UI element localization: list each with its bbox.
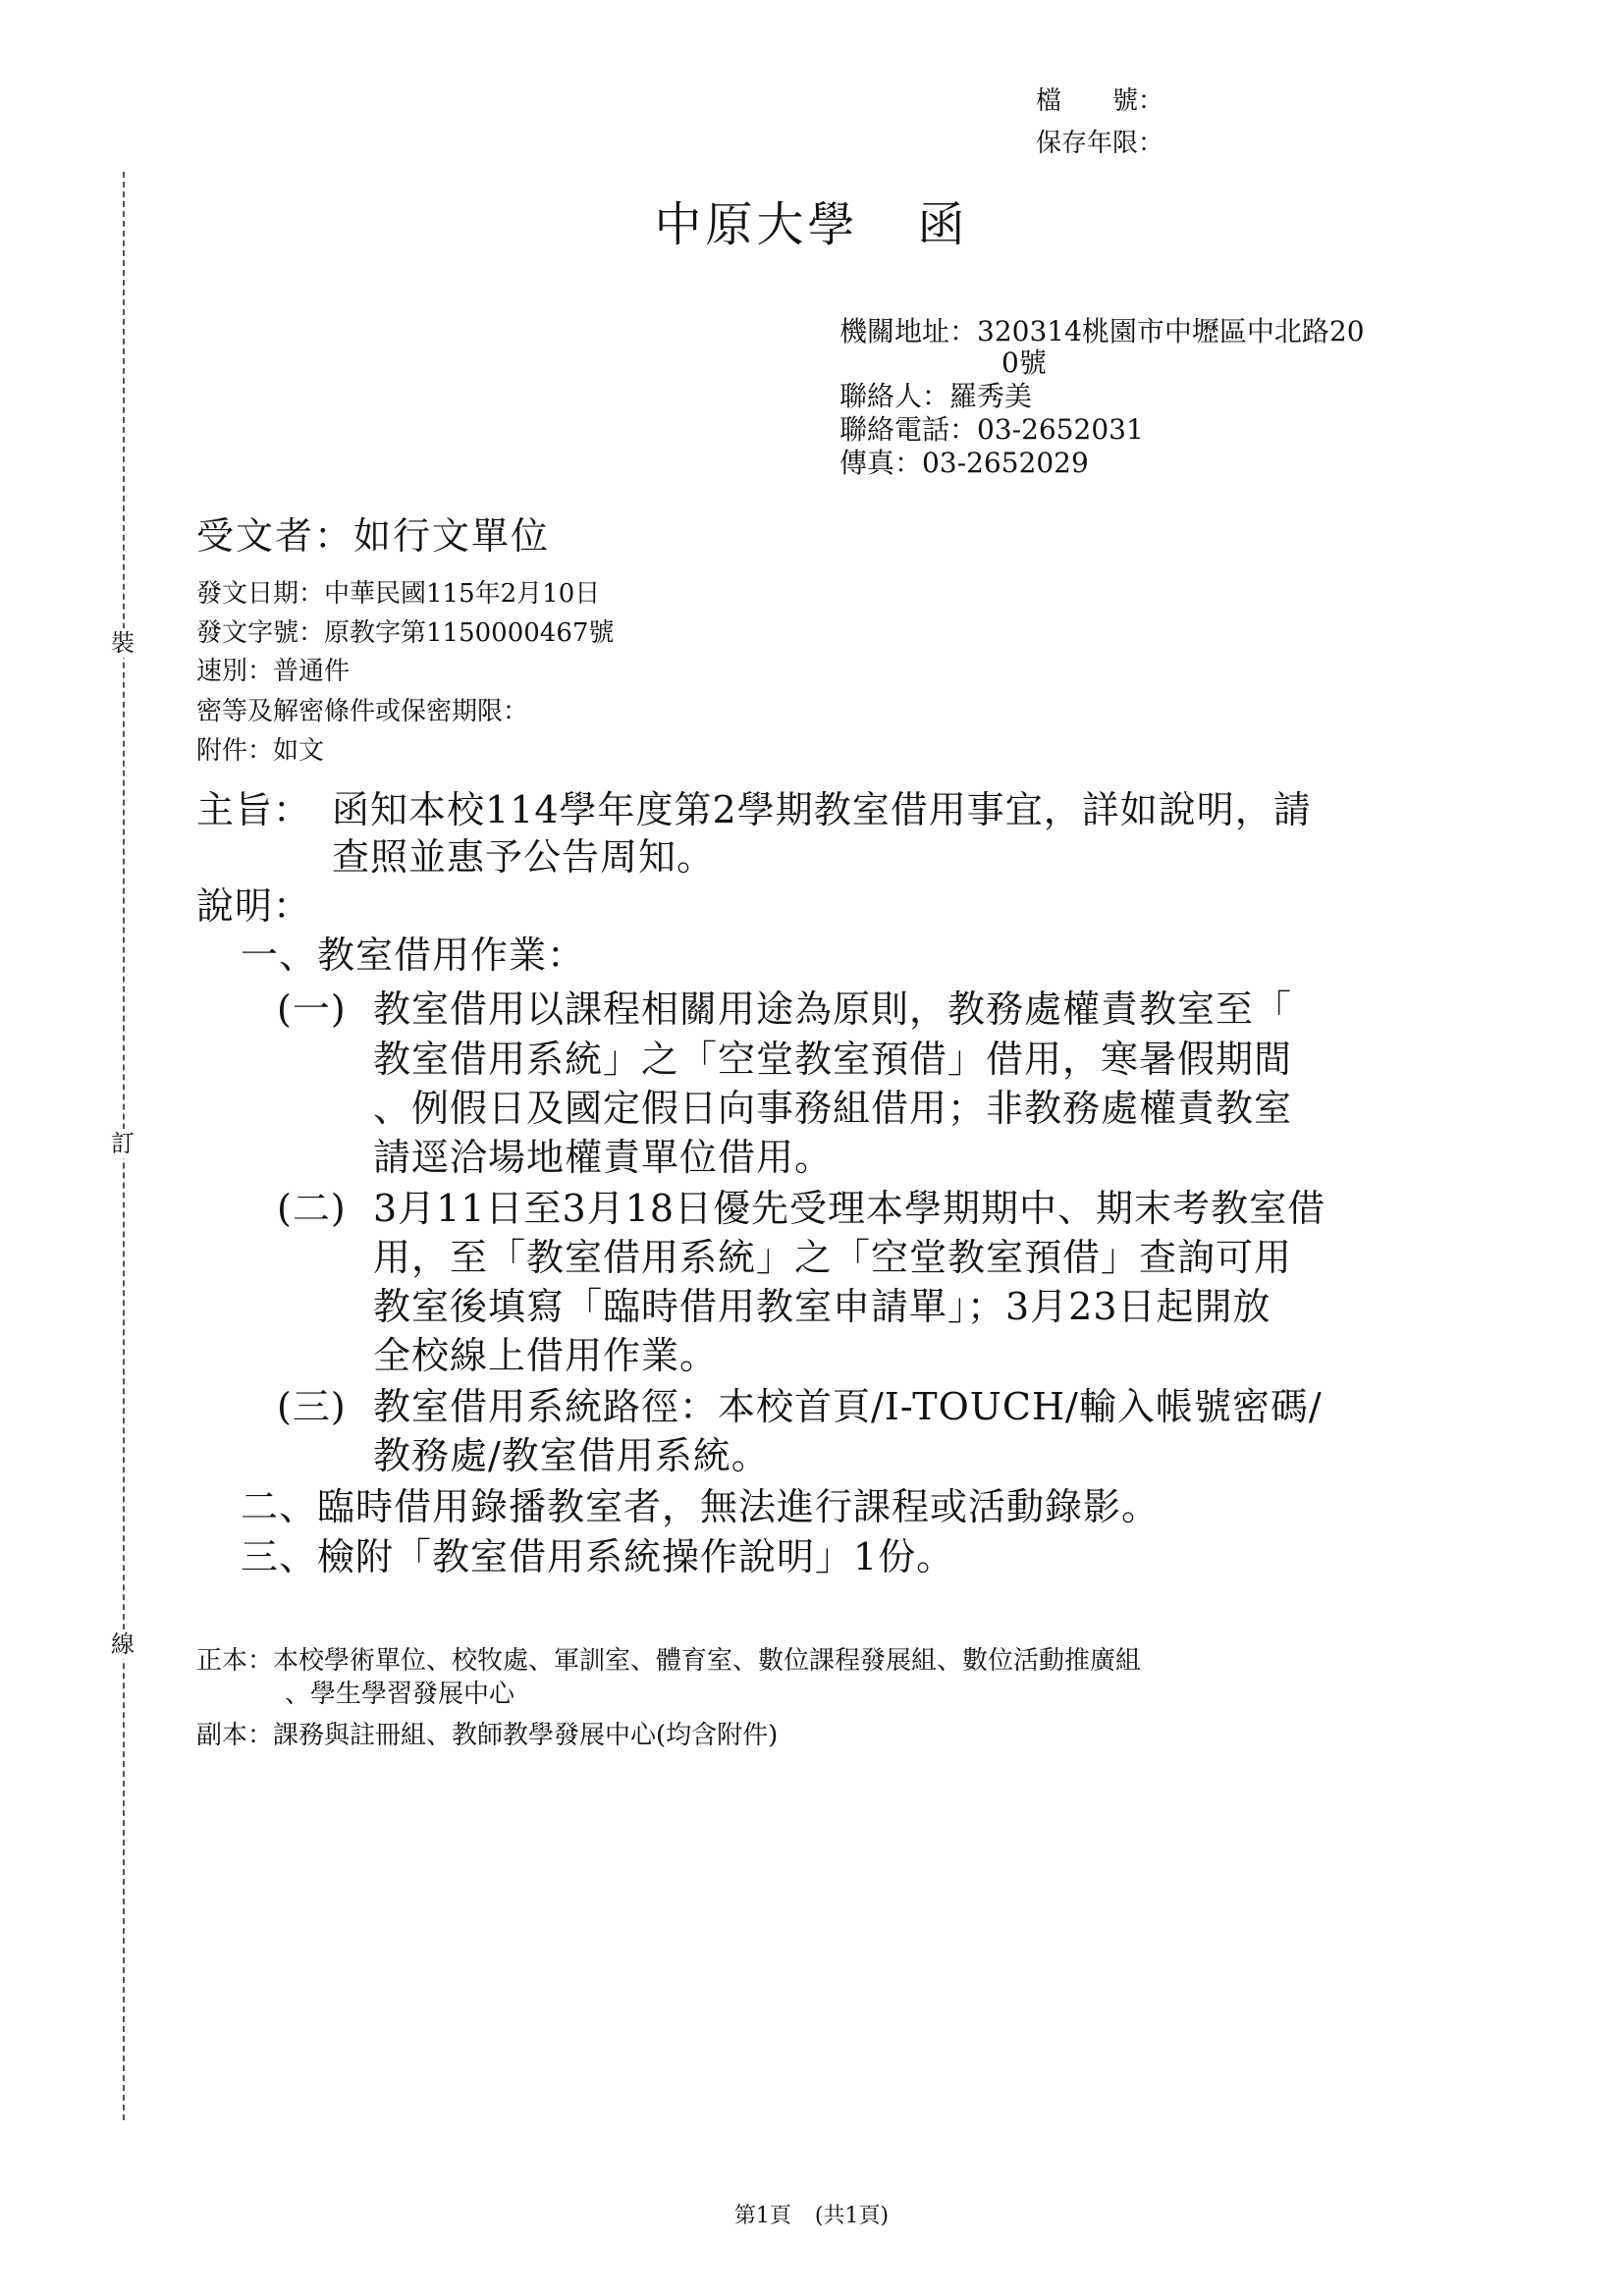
file-number-label: 檔 號： [1036, 86, 1164, 116]
recipient: 受文者：如行文單位 [196, 514, 551, 558]
page-number: 第1頁 [733, 2204, 791, 2228]
original-recipients-line2: 、學生學習發展中心 [285, 1680, 515, 1709]
confidentiality: 密等及解密條件或保密期限： [196, 697, 529, 726]
retention-label: 保存年限： [1036, 129, 1164, 158]
subject-line2: 查照並惠予公告周知。 [332, 835, 716, 879]
copy-recipients: 副本：課務與註冊組、教師教學發展中心(均含附件) [196, 1721, 779, 1750]
explanation-item2: 二、臨時借用錄播教室者，無法進行課程或活動錄影。 [241, 1485, 1161, 1528]
sub1-line1: 教室借用以課程相關用途為原則，教務處權責教室至「 [373, 988, 1293, 1031]
page-total: (共1頁) [814, 2204, 890, 2228]
sub3-line2: 教務處/教室借用系統。 [373, 1434, 770, 1477]
binding-mark-xian: 線 [108, 1629, 137, 1659]
contact-phone: 聯絡電話：03-2652031 [839, 413, 1144, 446]
org-name: 中原大學 [654, 197, 859, 252]
subject-line1: 函知本校114學年度第2學期教室借用事宜，詳如說明，請 [332, 788, 1312, 831]
sub3-marker: (三) [277, 1385, 347, 1428]
sub2-line4: 全校線上借用作業。 [373, 1334, 719, 1377]
explanation-label: 說明： [196, 884, 312, 928]
contact-fax: 傳真：03-2652029 [839, 447, 1089, 479]
document-title [0, 187, 1623, 254]
sub1-line4: 請逕洽場地權責單位借用。 [373, 1136, 834, 1179]
doc-type: 函 [917, 197, 969, 252]
address-line2: 0號 [1001, 347, 1047, 379]
sub2-line3: 教室後填寫「臨時借用教室申請單」；3月23日起開放 [373, 1285, 1271, 1328]
binding-mark-zhuang: 裝 [108, 628, 137, 658]
sub3-line1: 教室借用系統路徑：本校首頁/I-TOUCH/輸入帳號密碼/ [373, 1385, 1323, 1428]
sub2-line2: 用，至「教室借用系統」之「空堂教室預借」查詢可用 [373, 1236, 1293, 1279]
binding-mark-ding: 訂 [108, 1129, 137, 1158]
speed-class: 速別：普通件 [196, 657, 351, 686]
sub1-line2: 教室借用系統」之「空堂教室預借」借用，寒暑假期間 [373, 1038, 1293, 1081]
doc-number: 發文字號：原教字第1150000467號 [196, 618, 615, 648]
subject-label: 主旨： [196, 788, 312, 831]
sub2-marker: (二) [277, 1187, 347, 1230]
page-footer [0, 2199, 1623, 2229]
contact-person: 聯絡人：羅秀美 [839, 380, 1033, 412]
issue-date: 發文日期：中華民國115年2月10日 [196, 579, 601, 609]
sub1-marker: (一) [277, 988, 347, 1031]
explanation-item3: 三、檢附「教室借用系統操作說明」1份。 [241, 1535, 955, 1578]
original-recipients-line1: 正本：本校學術單位、校牧處、軍訓室、體育室、數位課程發展組、數位活動推廣組 [196, 1646, 1142, 1676]
address-line1: 機關地址：320314桃園市中壢區中北路20 [839, 315, 1365, 347]
attachment: 附件：如文 [196, 736, 325, 766]
sub2-line1: 3月11日至3月18日優先受理本學期期中、期末考教室借 [373, 1187, 1326, 1230]
sub1-line3: 、例假日及國定假日向事務組借用；非教務處權責教室 [373, 1087, 1293, 1130]
explanation-item1-heading: 一、教室借用作業： [241, 934, 586, 977]
